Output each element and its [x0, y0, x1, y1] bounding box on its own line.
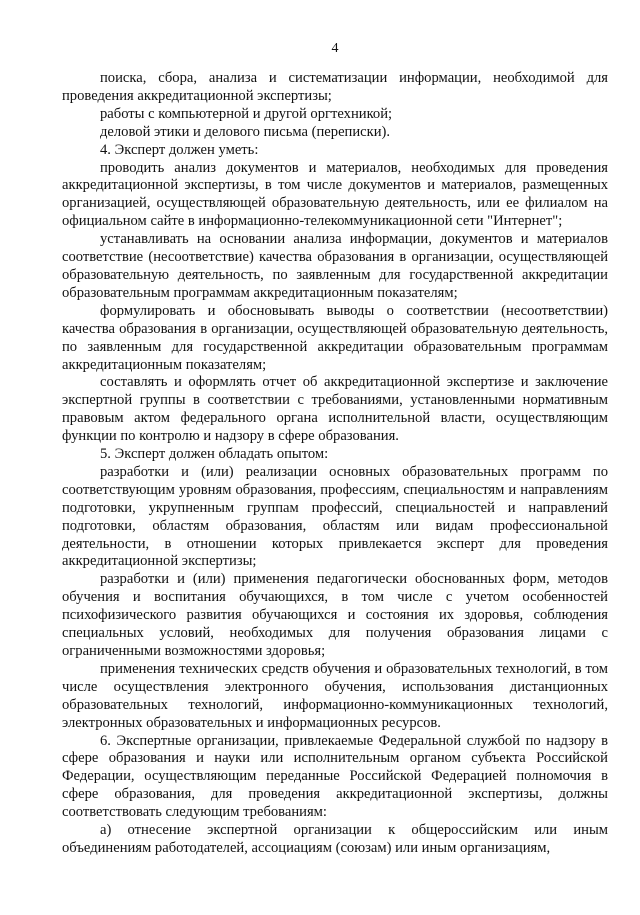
paragraph: применения технических средств обучения и образовательных технологий, в том числе осуществления электронного обучения, использования дистанционных образовательных технологий, информационно-коммуникационных технологий, электронных образовательных и информационных ресурсов.	[62, 660, 608, 731]
section-heading: 4. Эксперт должен уметь:	[100, 141, 259, 158]
paragraph: формулировать и обосновывать выводы о соответствии (несоответствии) качества образования в организации, осуществляющей образовательную деятельность, по заявленным для государственной аккредитации образовательным программам аккредитационным показателям;	[62, 302, 608, 373]
paragraph: устанавливать на основании анализа информации, документов и материалов соответствие (несоответствие) качества образования в организации, осуществляющей образовательную деятельность, по заявленным для государственной аккредитации образовательным программам аккредитационным показателям;	[62, 231, 608, 301]
paragraph: поиска, сбора, анализа и систематизации информации, необходимой для проведения аккредитационной экспертизы;	[62, 70, 608, 104]
section-heading: 6. Экспертные организации, привлекаемые Федеральной службой по надзору в сфере образования и науки или исполнительным органом субъекта Российской Федерации, осуществляющим переданные Российской Федерацией полномочия в сфере образования, для проведения аккредитационной экспертизы, должны соответствовать следующим требованиям:	[62, 732, 608, 821]
paragraph: разработки и (или) применения педагогически обоснованных форм, методов обучения и воспитания обучающихся, в том числе с учетом особенностей психофизического развития обучающихся и состояния их здоровья, соблюдения специальных условий, необходимых для получения образования лицами с ограниченными возможностями здоровья;	[62, 571, 608, 659]
paragraph: составлять и оформлять отчет об аккредитационной экспертизе и заключение экспертной группы в соответствии с требованиями, установленными нормативным правовым актом федерального органа исполнительной власти, осуществляющим функции по контролю и надзору в сфере образования.	[62, 374, 608, 445]
section-heading: 5. Эксперт должен обладать опытом:	[100, 446, 329, 463]
paragraph: а) отнесение экспертной организации к общероссийским или иным объединениям работодателей, ассоциациям (союзам) или иным организациям,	[62, 822, 608, 856]
page-number: 4	[331, 41, 339, 56]
document-body	[62, 70, 608, 858]
paragraph: разработки и (или) реализации основных образовательных программ по соответствующим уровням образования, профессиям, специальностям и направлениям подготовки, укрупненным группам профессий, специальностей и направлений подготовки, областям образования, областям или видам профессиональной деятельности, в отношении которых привлекается эксперт для проведения аккредитационной экспертизы;	[62, 463, 608, 570]
paragraph: проводить анализ документов и материалов, необходимых для проведения аккредитационной экспертизы, в том числе документов и материалов, размещенных организацией, осуществляющей образовательную деятельность, или ее филиалом на официальном сайте в информационно-телекоммуникационной сети "Интернет";	[62, 159, 608, 230]
paragraph: работы с компьютерной и другой оргтехникой;	[100, 105, 393, 122]
paragraph: деловой этики и делового письма (переписки).	[100, 123, 391, 140]
